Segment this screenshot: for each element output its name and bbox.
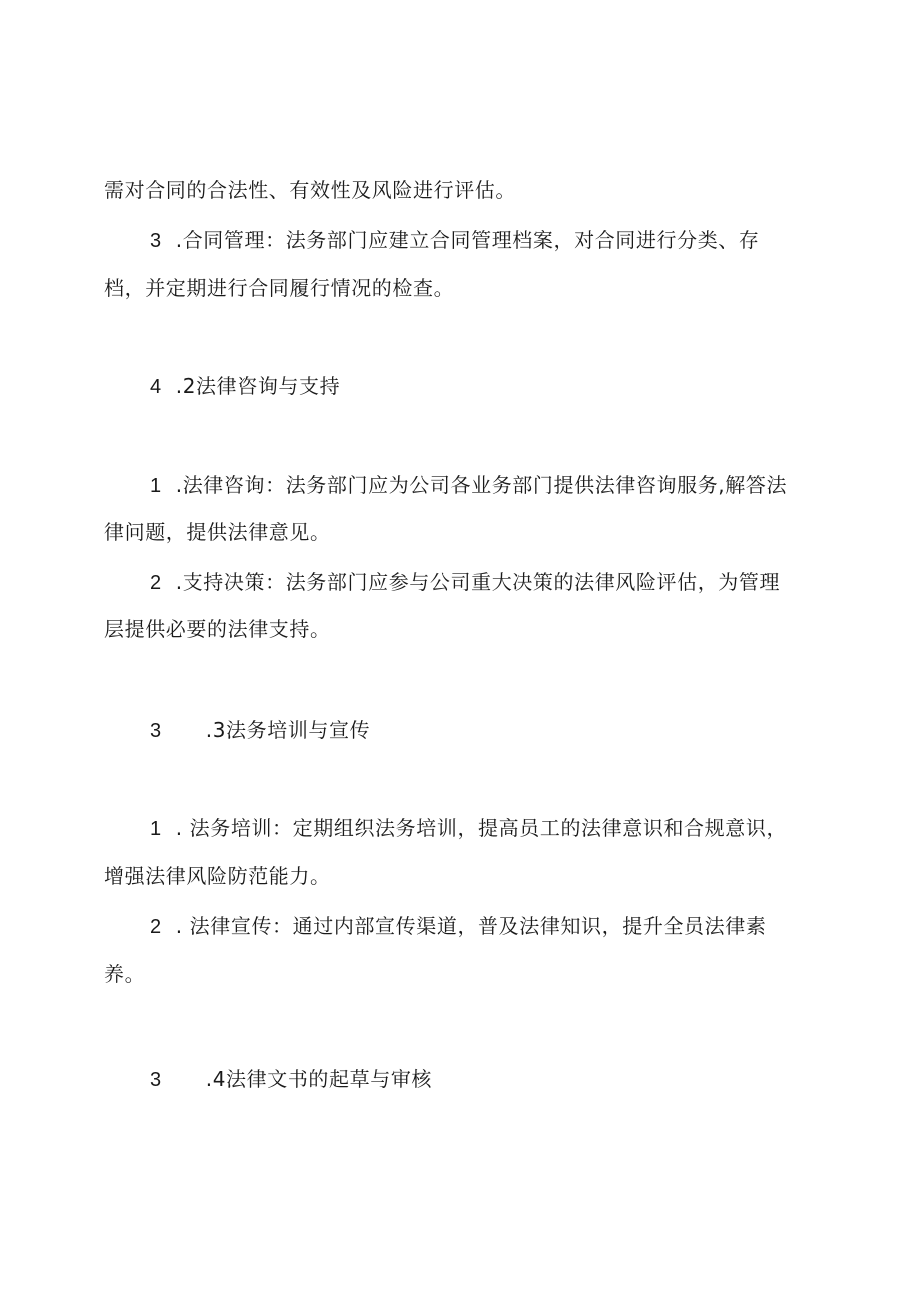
list-item-text: . 法律宣传：通过内部宣传渠道，普及法律知识，提升全员法律素 <box>175 914 767 938</box>
list-item-legal-publicity <box>150 912 766 941</box>
heading-number: 3 <box>150 1069 162 1091</box>
list-item-legal-consultation-continued <box>104 518 331 546</box>
list-item-decision-support-continued <box>104 615 331 643</box>
list-item-text: 增强法律风险防范能力。 <box>104 864 331 888</box>
list-item-text: . 法务培训：定期组织法务培训，提高员工的法律意识和合规意识， <box>175 816 788 840</box>
list-number: 2 <box>150 916 162 938</box>
list-item-legal-training-continued <box>104 862 331 890</box>
list-number: 1 <box>150 818 162 840</box>
section-heading-4-2 <box>150 372 340 401</box>
list-item-text: .法律咨询：法务部门应为公司各业务部门提供法律咨询服务,解答法 <box>175 473 788 497</box>
list-item-text: 档，并定期进行合同履行情况的检查。 <box>104 276 455 300</box>
list-number: 1 <box>150 475 162 497</box>
heading-number: 3 <box>150 720 162 742</box>
list-item-text: 养。 <box>104 962 146 986</box>
list-item-legal-consultation <box>150 471 787 500</box>
list-number: 3 <box>150 230 162 252</box>
list-item-text: .合同管理：法务部门应建立合同管理档案，对合同进行分类、存 <box>175 228 760 252</box>
heading-number: 4 <box>150 376 162 398</box>
paragraph-contract-tail <box>104 176 516 204</box>
paragraph-text: 需对合同的合法性、有效性及风险进行评估。 <box>104 178 516 202</box>
list-item-text: 层提供必要的法律支持。 <box>104 617 331 641</box>
list-item-decision-support <box>150 568 780 597</box>
list-item-text: .支持决策：法务部门应参与公司重大决策的法律风险评估，为管理 <box>175 570 781 594</box>
heading-title: .4法律文书的起草与审核 <box>205 1067 433 1091</box>
list-item-contract-management-continued <box>104 274 454 302</box>
list-item-contract-management <box>150 226 760 255</box>
list-number: 2 <box>150 572 162 594</box>
section-heading-3-4 <box>150 1065 432 1094</box>
heading-title: .2法律咨询与支持 <box>175 374 341 398</box>
list-item-legal-training <box>150 814 787 843</box>
list-item-text: 律问题，提供法律意见。 <box>104 520 331 544</box>
heading-title: .3法务培训与宣传 <box>205 718 371 742</box>
list-item-legal-publicity-continued <box>104 960 145 988</box>
section-heading-3-3 <box>150 716 370 745</box>
